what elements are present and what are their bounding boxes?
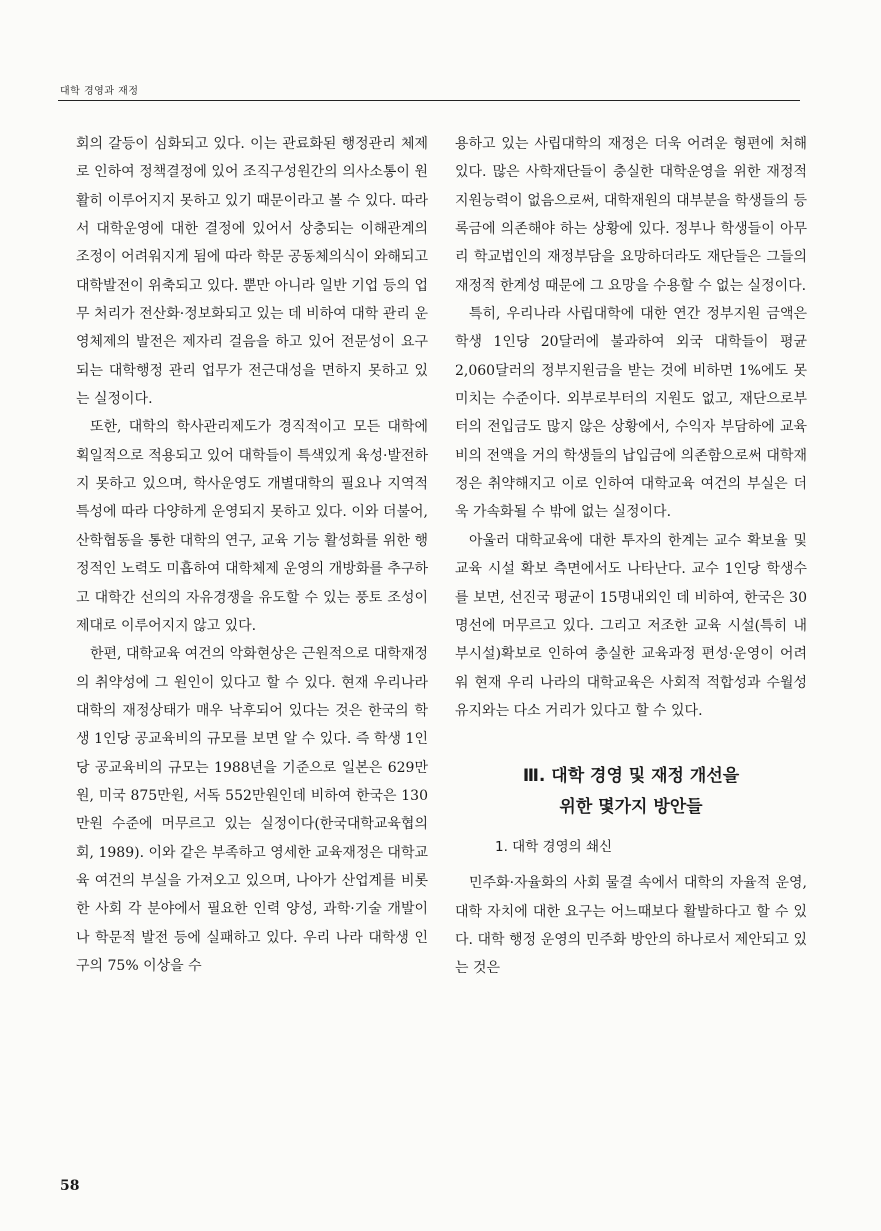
paragraph: 회의 갈등이 심화되고 있다. 이는 관료화된 행정관리 체제로 인하여 정책결정에 있어 조직구성원간의 의사소통이 원활히 이루어지지 못하고 있기 때문이라고 볼 수 있다. 따라서 대학운영에 대한 결정에 있어서 상충되는 이해관계의 조정이 어려워지게 됨에 따라 학문 공동체의식이 와해되고 대학발전이 위축되고 있다. 뿐만 아니라 일반 기업 등의 업무 처리가 전산화·정보화되고 있는 데 비하여 대학 관리 운영체제의 발전은 제자리 걸음을 하고 있어 전문성이 요구되는 대학행정 관리 업무가 전근대성을 면하지 못하고 있는 실정이다. [76, 136, 428, 408]
header-rule [58, 100, 800, 101]
left-column [76, 130, 428, 980]
section-heading-line: 위한 몇가지 방안들 [559, 797, 703, 818]
right-column [455, 130, 807, 983]
paragraph: 민주화·자율화의 사회 물결 속에서 대학의 자율적 운영, 대학 자치에 대한 요구는 어느때보다 활발하다고 할 수 있다. 대학 행정 운영의 민주화 방안의 하나로서 제안되고 있는 것은 [455, 875, 807, 977]
paragraph: 아울러 대학교육에 대한 투자의 한계는 교수 확보율 및 교육 시설 확보 측면에서도 나타난다. 교수 1인당 학생수를 보면, 선진국 평균이 15명내외인 데 비하여, 한국은 30명선에 머무르고 있다. 그리고 저조한 교육 시설(특히 내부시설)확보로 인하여 충실한 교육과정 편성·운영이 어려워 현재 우리 나라의 대학교육은 사회적 적합성과 수월성 유지와는 다소 거리가 있다고 할 수 있다. [455, 532, 807, 719]
page-number: 58 [60, 1178, 80, 1194]
section-heading-line: Ⅲ. 대학 경영 및 재정 개선을 [522, 766, 740, 787]
paragraph: 용하고 있는 사립대학의 재정은 더욱 어려운 형편에 처해 있다. 많은 사학재단들이 충실한 대학운영을 위한 재정적 지원능력이 없음으로써, 대학재원의 대부분을 학생들의 등록금에 의존해야 하는 상황에 있다. 정부나 학생들이 아무리 학교법인의 재정부담을 요망하더라도 재단들은 그들의 재정적 한계성 때문에 그 요망을 수용할 수 없는 실정이다. [455, 136, 807, 294]
paragraph: 특히, 우리나라 사립대학에 대한 연간 정부지원 금액은 학생 1인당 20달러에 불과하여 외국 대학들이 평균 2,060달러의 정부지원금을 받는 것에 비하면 1%에도 못미치는 수준이다. 외부로부터의 지원도 없고, 재단으로부터의 전입금도 많지 않은 상황에서, 수익자 부담하에 교육비의 전액을 거의 학생들의 납입금에 의존함으로써 대학재정은 취약해지고 이로 인하여 대학교육 여건의 부실은 더욱 가속화될 수 밖에 없는 실정이다. [455, 306, 807, 521]
running-header: 대학 경영과 재정 [60, 86, 139, 97]
sub-heading: 1. 대학 경영의 쇄신 [495, 839, 613, 856]
paragraph: 또한, 대학의 학사관리제도가 경직적이고 모든 대학에 획일적으로 적용되고 있어 대학들이 특색있게 육성·발전하지 못하고 있으며, 학사운영도 개별대학의 필요나 지역적 특성에 따라 다양하게 운영되지 못하고 있다. 이와 더불어, 산학협동을 통한 대학의 연구, 교육 기능 활성화를 위한 행정적인 노력도 미흡하여 대학체제 운영의 개방화를 추구하고 대학간 선의의 자유경쟁을 유도할 수 있는 풍토 조성이 제대로 이루어지지 않고 있다. [76, 419, 428, 634]
section-heading [455, 761, 807, 823]
paragraph: 한편, 대학교육 여건의 악화현상은 근원적으로 대학재정의 취약성에 그 원인이 있다고 할 수 있다. 현재 우리나라 대학의 재정상태가 매우 낙후되어 있다는 것은 한국의 학생 1인당 공교육비의 규모를 보면 알 수 있다. 즉 학생 1인당 공교육비의 규모는 1988년을 기준으로 일본은 629만원, 미국 875만원, 서독 552만원인데 비하여 한국은 130만원 수준에 머무르고 있는 실정이다(한국대학교육협의회, 1989). 이와 같은 부족하고 영세한 교육재정은 대학교육 여건의 부실을 가져오고 있으며, 나아가 산업계를 비롯한 사회 각 분야에서 필요한 인력 양성, 과학·기술 개발이나 학문적 발전 등에 실패하고 있다. 우리 나라 대학생 인구의 75% 이상을 수 [76, 646, 428, 974]
